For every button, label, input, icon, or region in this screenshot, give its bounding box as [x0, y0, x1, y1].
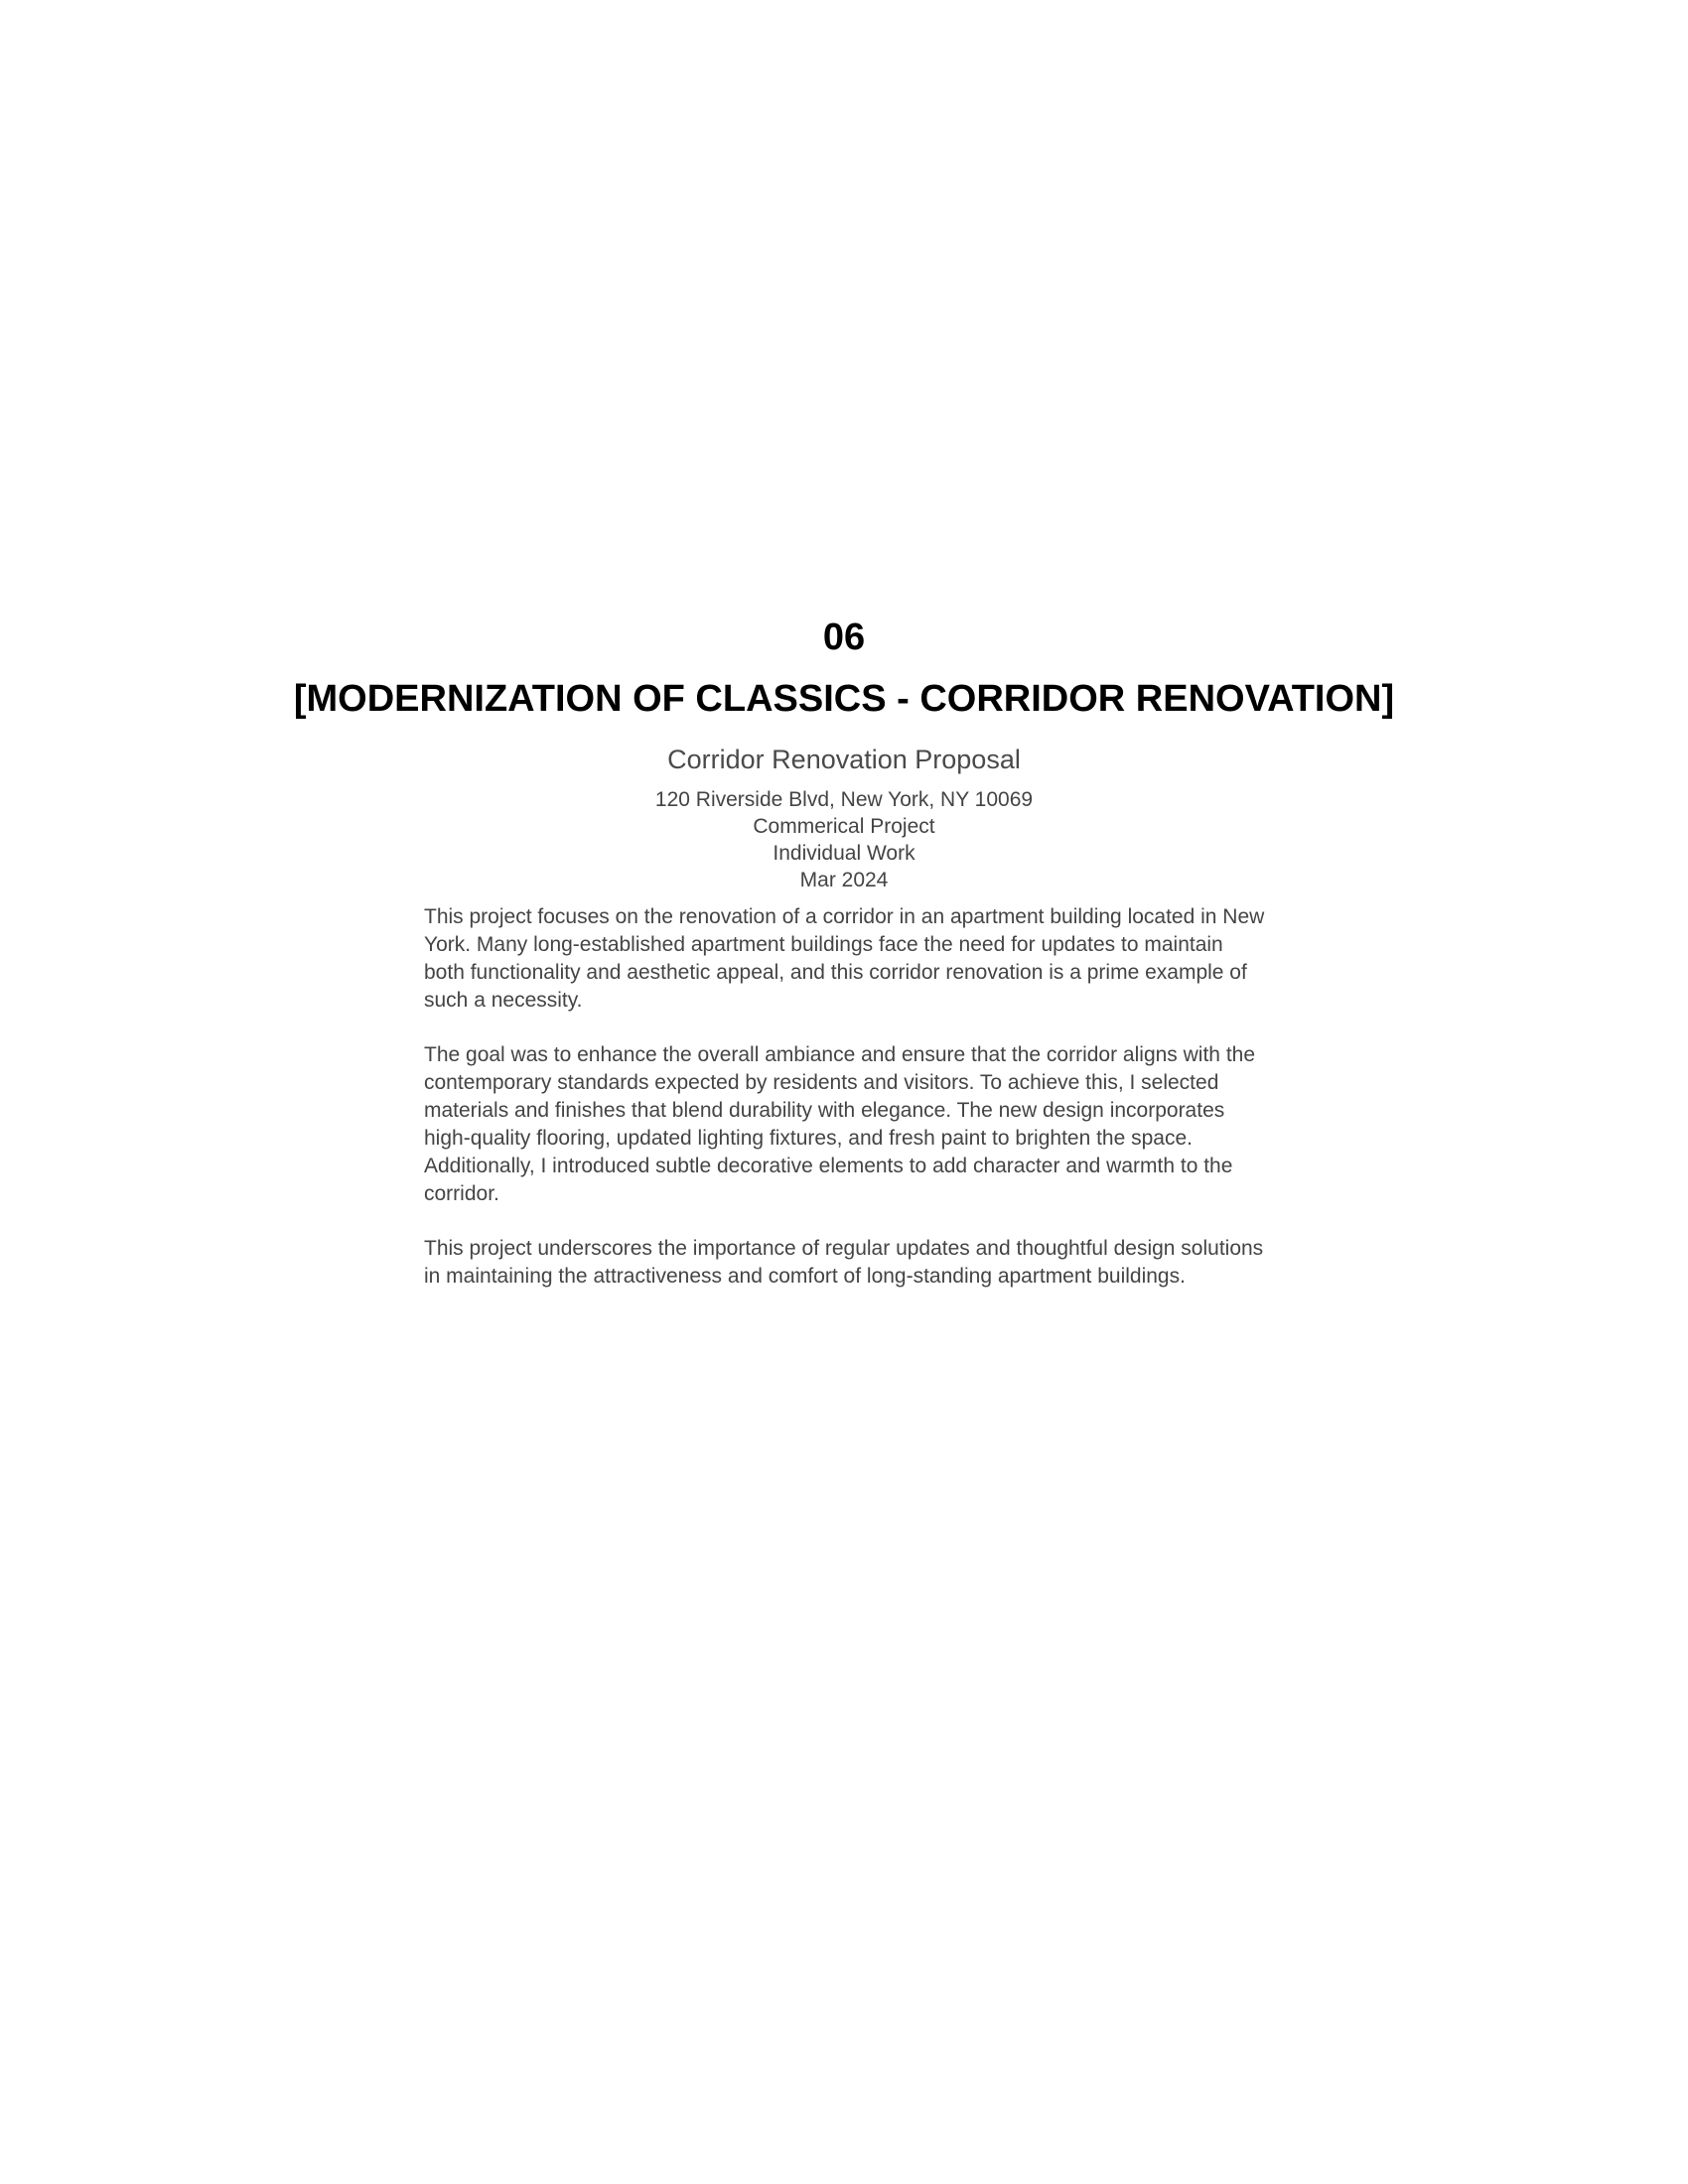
page-subtitle: Corridor Renovation Proposal [667, 745, 1021, 774]
work-type: Individual Work [773, 842, 915, 865]
section-number: 06 [822, 616, 866, 658]
project-date: Mar 2024 [799, 869, 889, 891]
project-type: Commerical Project [753, 815, 935, 838]
project-address: 120 Riverside Blvd, New York, NY 10069 [654, 788, 1034, 811]
page-title: [MODERNIZATION OF CLASSICS - CORRIDOR RENOVATION] [293, 678, 1395, 720]
project-description [424, 903, 1268, 1317]
description-paragraph: This project underscores the importance of regular updates and thoughtful design solutions in maintaining the attractiveness and comfort of long-standing apartment buildings. [424, 1237, 1264, 1288]
description-paragraph: The goal was to enhance the overall ambiance and ensure that the corridor aligns with the contemporary standards expected by residents and visitors. To achieve this, I selected materials and finishes that blend durability with elegance. The new design incorporates high-quality flooring, updated lighting fixtures, and fresh paint to brighten the space. Additionally, I introduced subtle decorative elements to add character and warmth to the corridor. [424, 1043, 1256, 1205]
description-paragraph: This project focuses on the renovation of a corridor in an apartment building located in New York. Many long-established apartment buildings face the need for updates to maintain both functionality and aesthetic appeal, and this corridor renovation is a prime example of such a necessity. [424, 905, 1265, 1012]
project-meta [0, 786, 1688, 893]
